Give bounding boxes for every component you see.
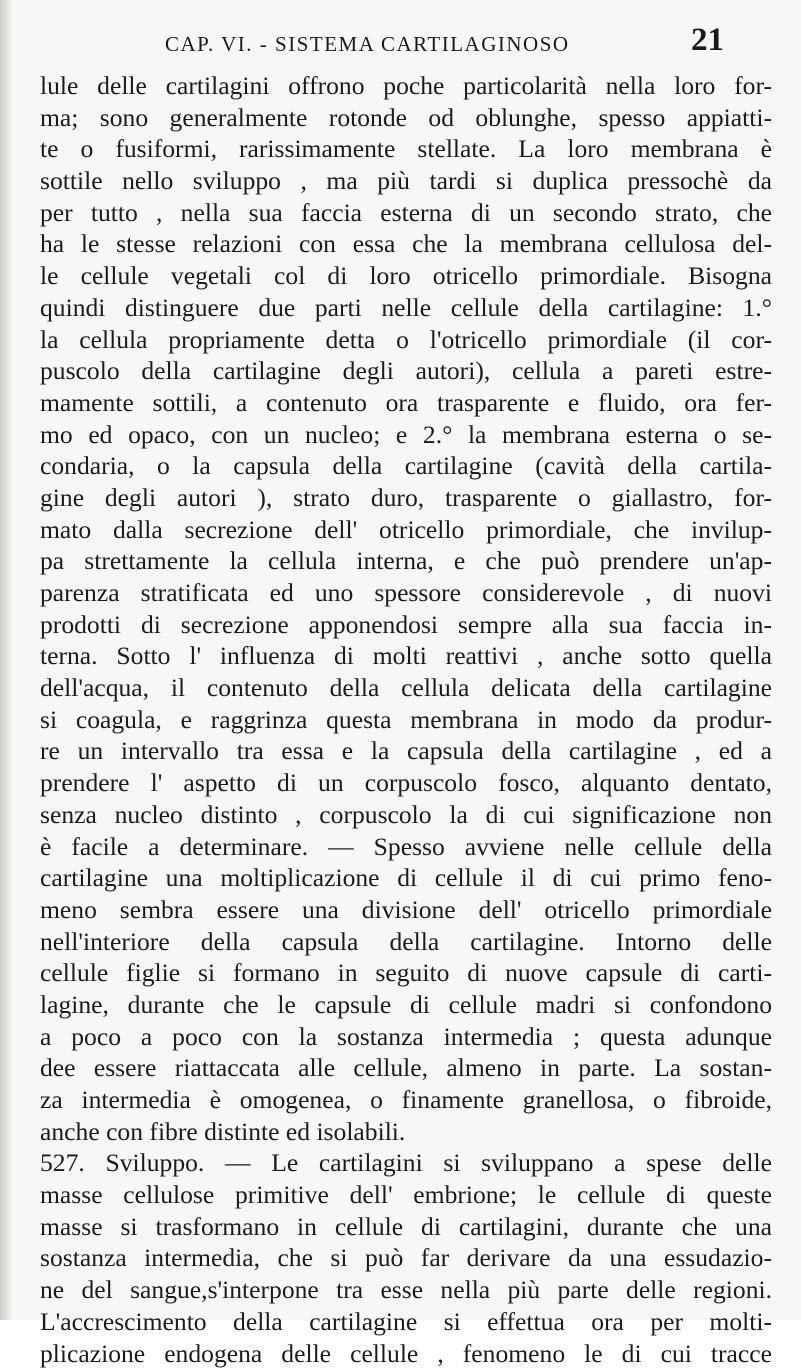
paragraph-end-line: anche con fibre distinte ed isolabili.: [40, 1116, 772, 1148]
text-line: te o fusiformi, rarissimamente stellate. La loro membrana è: [40, 133, 772, 165]
text-line: la cellula propriamente detta o l'otricello primordiale (il cor-: [40, 324, 772, 356]
text-line: masse cellulose primitive dell' embrione; le cellule di queste: [40, 1179, 772, 1211]
text-line: sottile nello sviluppo , ma più tardi si duplica pressochè da: [40, 165, 772, 197]
binding-shadow: [0, 0, 14, 1320]
page-number: 21: [691, 22, 724, 59]
text-line: meno sembra essere una divisione dell' otricello primordiale: [40, 894, 772, 926]
text-line: za intermedia è omogenea, o finamente granellosa, o fibroide,: [40, 1084, 772, 1116]
text-line: senza nucleo distinto , corpuscolo la di cui significazione non: [40, 799, 772, 831]
text-line: si coagula, e raggrinza questa membrana in modo da produr-: [40, 704, 772, 736]
text-line: ha le stesse relazioni con essa che la membrana cellulosa del-: [40, 228, 772, 260]
section-527-heading-line: 527. Sviluppo. — Le cartilagini si sviluppano a spese delle: [40, 1147, 772, 1179]
text-line: puscolo della cartilagine degli autori), cellula a pareti estre-: [40, 355, 772, 387]
text-line: re un intervallo tra essa e la capsula della cartilagine , ed a: [40, 735, 772, 767]
text-line: plicazione endogena delle cellule , fenomeno le di cui tracce: [40, 1338, 772, 1369]
text-line: pa strettamente la cellula interna, e che può prendere un'ap-: [40, 545, 772, 577]
running-head: [0, 18, 801, 68]
text-line: dee essere riattaccata alle cellule, almeno in parte. La sostan-: [40, 1052, 772, 1084]
text-line: cartilagine una moltiplicazione di cellule il di cui primo feno-: [40, 862, 772, 894]
text-line: masse si trasformano in cellule di cartilagini, durante che una: [40, 1211, 772, 1243]
text-line: lule delle cartilagini offrono poche particolarità nella loro for-: [40, 70, 772, 102]
text-line: ne del sangue,s'interpone tra esse nella più parte delle regioni.: [40, 1274, 772, 1306]
text-line: parenza stratificata ed uno spessore considerevole , di nuovi: [40, 577, 772, 609]
text-line: mato dalla secrezione dell' otricello primordiale, che invilup-: [40, 514, 772, 546]
text-line: mamente sottili, a contenuto ora trasparente e fluido, ora fer-: [40, 387, 772, 419]
text-line: condaria, o la capsula della cartilagine (cavità della cartila-: [40, 450, 772, 482]
text-line: per tutto , nella sua faccia esterna di un secondo strato, che: [40, 197, 772, 229]
body-text: [40, 70, 772, 1369]
text-line: prodotti di secrezione apponendosi sempre alla sua faccia in-: [40, 609, 772, 641]
text-line: lagine, durante che le capsule di cellule madri si confondono: [40, 989, 772, 1021]
text-line: L'accrescimento della cartilagine si effettua ora per molti-: [40, 1306, 772, 1338]
text-line: cellule figlie si formano in seguito di nuove capsule di carti-: [40, 957, 772, 989]
text-line: ma; sono generalmente rotonde od oblunghe, spesso appiatti-: [40, 102, 772, 134]
text-line: prendere l' aspetto di un corpuscolo fosco, alquanto dentato,: [40, 767, 772, 799]
text-line: quindi distinguere due parti nelle cellule della cartilagine: 1.°: [40, 292, 772, 324]
running-title: CAP. VI. - SISTEMA CARTILAGINOSO: [165, 32, 570, 57]
text-line: nell'interiore della capsula della cartilagine. Intorno delle: [40, 926, 772, 958]
text-line: mo ed opaco, con un nucleo; e 2.° la membrana esterna o se-: [40, 419, 772, 451]
text-line: sostanza intermedia, che si può far derivare da una essudazio-: [40, 1242, 772, 1274]
text-line: le cellule vegetali col di loro otricello primordiale. Bisogna: [40, 260, 772, 292]
text-line: è facile a determinare. — Spesso avviene nelle cellule della: [40, 831, 772, 863]
text-line: gine degli autori ), strato duro, trasparente o giallastro, for-: [40, 482, 772, 514]
text-line: terna. Sotto l' influenza di molti reattivi , anche sotto quella: [40, 640, 772, 672]
text-line: dell'acqua, il contenuto della cellula delicata della cartilagine: [40, 672, 772, 704]
text-line: a poco a poco con la sostanza intermedia ; questa adunque: [40, 1021, 772, 1053]
